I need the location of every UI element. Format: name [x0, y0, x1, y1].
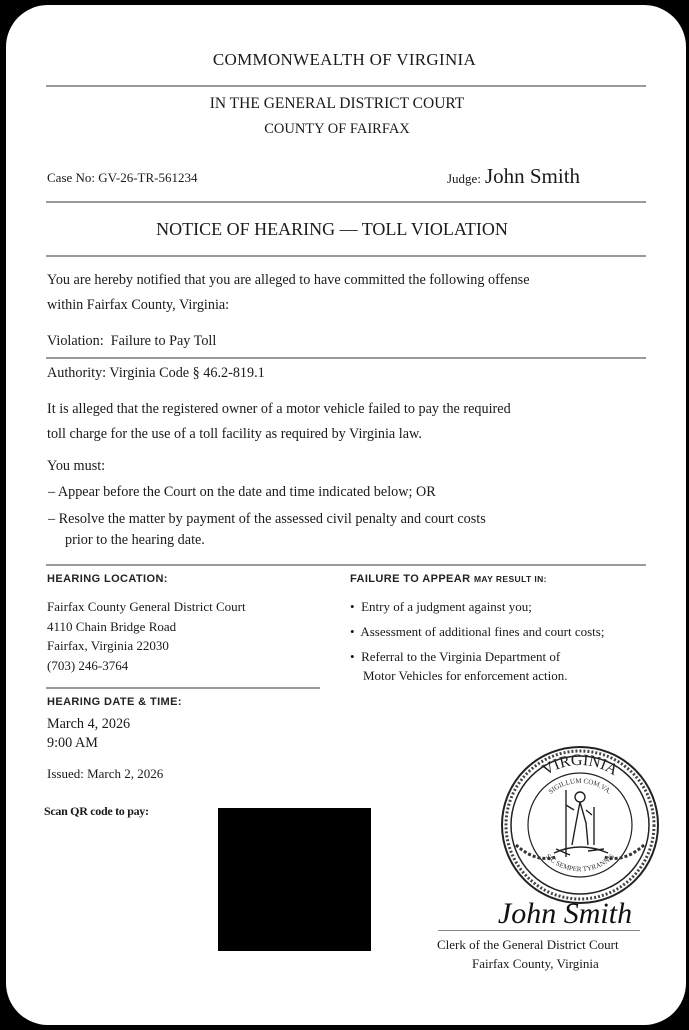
location-line: 4110 Chain Bridge Road: [47, 619, 177, 634]
notice-title: NOTICE OF HEARING — TOLL VIOLATION: [156, 219, 508, 239]
authority-label: Authority:: [47, 365, 107, 381]
case-no-value: GV-26-TR-561234: [98, 170, 198, 185]
must-item: – Resolve the matter by payment of the assessed civil penalty and court costs: [48, 511, 486, 527]
divider: [46, 564, 646, 566]
intro-line-2: within Fairfax County, Virginia:: [47, 297, 230, 313]
authority: [47, 365, 265, 382]
svg-text:John Smith: John Smith: [497, 897, 633, 930]
divider: [46, 255, 646, 257]
violation-value: Failure to Pay Toll: [110, 333, 217, 349]
you-must-label: You must:: [47, 458, 106, 474]
signature-line: [438, 930, 640, 931]
divider: [46, 687, 320, 689]
consequence-item-continued: Motor Vehicles for enforcement action.: [363, 668, 568, 683]
consequence-item: • Entry of a judgment against you;: [350, 599, 532, 614]
failure-to-appear-heading: FAILURE TO APPEAR MAY RESULT IN:: [350, 573, 547, 585]
clerk-title-line-1: Clerk of the General District Court: [437, 937, 619, 952]
virginia-seal-icon: [496, 745, 664, 905]
court-title: IN THE GENERAL DISTRICT COURT: [209, 95, 465, 112]
payment-qr-code[interactable]: [218, 808, 371, 951]
violation: [47, 333, 216, 350]
consequence-item: • Referral to the Virginia Department of: [350, 649, 561, 664]
consequence-item: • Assessment of additional fines and court costs;: [350, 624, 605, 639]
issued-date: Issued: March 2, 2026: [47, 766, 164, 781]
divider: [46, 357, 646, 359]
clerk-signature: [480, 885, 650, 935]
must-item: – Appear before the Court on the date and time indicated below; OR: [48, 484, 436, 500]
hearing-location-heading: HEARING LOCATION:: [47, 573, 168, 585]
hearing-time: 9:00 AM: [47, 735, 98, 751]
case-no-label: Case No:: [47, 170, 96, 185]
location-line: Fairfax, Virginia 22030: [47, 638, 169, 653]
divider: [46, 201, 646, 203]
location-line: Fairfax County General District Court: [47, 599, 246, 614]
allegation-line-2: toll charge for the use of a toll facility as required by Virginia law.: [47, 426, 422, 442]
violation-label: Violation:: [47, 333, 104, 349]
authority-value: Virginia Code § 46.2-819.1: [109, 365, 265, 381]
county-title: COUNTY OF FAIRFAX: [264, 121, 410, 137]
must-item-continued: prior to the hearing date.: [65, 532, 205, 548]
hearing-datetime-heading: HEARING DATE & TIME:: [47, 696, 182, 708]
location-phone: (703) 246-3764: [47, 658, 129, 673]
judge-name: John Smith: [484, 164, 581, 188]
judge: [447, 164, 580, 189]
intro-line-1: You are hereby notified that you are alleged to have committed the following offense: [47, 272, 530, 288]
seal-inner-text: SIGILLUM COM.VA.: [546, 776, 614, 796]
seal-top-text: VIRGINIA: [539, 751, 621, 779]
allegation-line-1: It is alleged that the registered owner of a motor vehicle failed to pay the required: [47, 401, 511, 417]
commonwealth-title: COMMONWEALTH OF VIRGINIA: [212, 50, 477, 69]
divider: [46, 85, 646, 87]
case-number: [47, 170, 197, 186]
hearing-date: March 4, 2026: [47, 716, 131, 732]
clerk-title-line-2: Fairfax County, Virginia: [472, 956, 599, 971]
judge-label: Judge:: [447, 171, 481, 186]
qr-label: Scan QR code to pay:: [44, 804, 149, 818]
seal-motto: SIC SEMPER TYRANNIS: [544, 852, 616, 874]
